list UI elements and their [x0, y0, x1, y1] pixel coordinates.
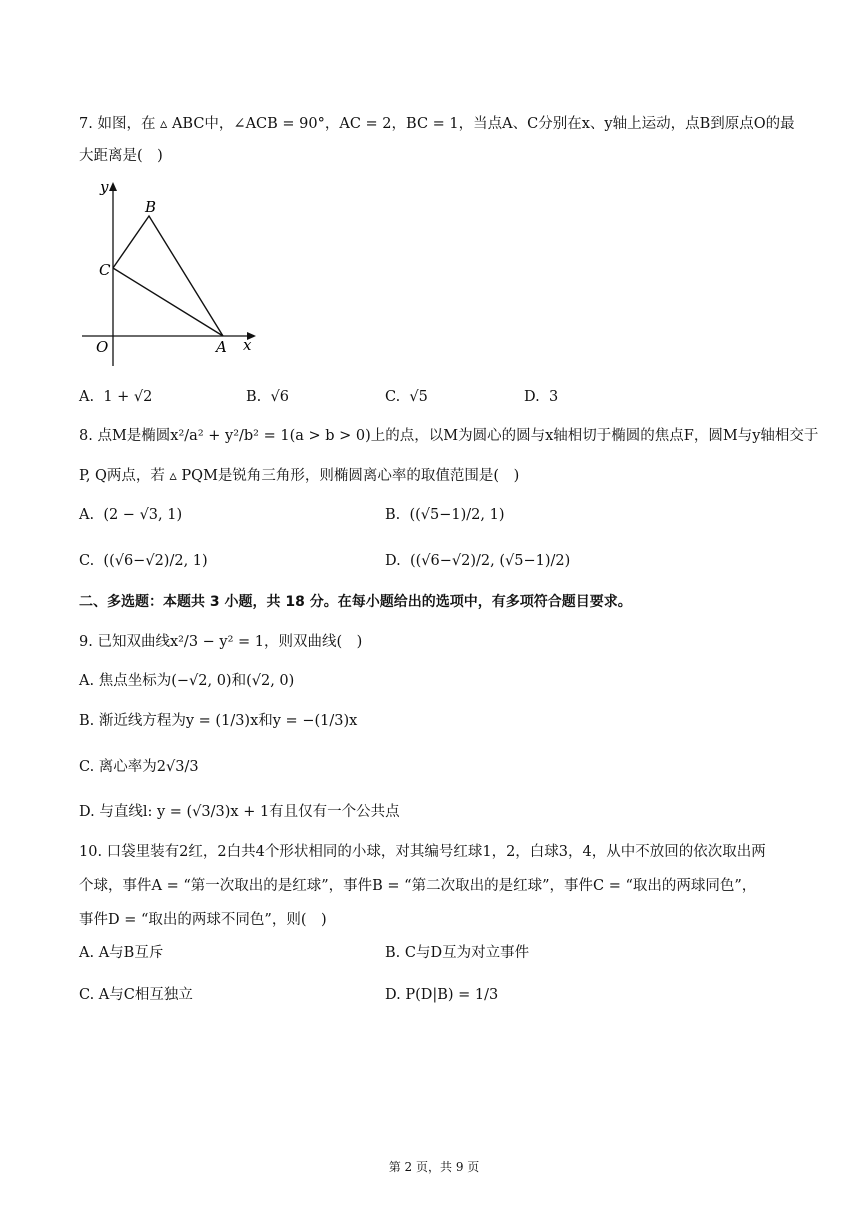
q8-option-d: D. ((√6−√2)/2, (√5−1)/2): [385, 553, 571, 569]
q9-option-b-text: 渐近线方程为y = (1/3)x和y = −(1/3)x: [98, 713, 358, 729]
q9-option-b: B. 渐近线方程为y = (1/3)x和y = −(1/3)x: [79, 713, 358, 729]
q10-option-a: A. A与B互斥: [79, 945, 164, 961]
q8-option-d-text: ((√6−√2)/2, (√5−1)/2): [409, 553, 571, 569]
label-c: C: [99, 261, 111, 279]
q10-option-b-text: C与D互为对立事件: [404, 945, 530, 961]
q9-option-d-text: 与直线l: y = (√3/3)x + 1有且仅有一个公共点: [99, 804, 400, 820]
q7-option-c: C. √5: [385, 389, 428, 405]
q7-option-a-text: 1 + √2: [103, 389, 153, 405]
q8-option-c-text: ((√6−√2)/2, 1): [103, 553, 208, 569]
q9-option-a-text: 焦点坐标为(−√2, 0)和(√2, 0): [98, 673, 295, 689]
page-footer: 第 2 页，共 9 页: [388, 1160, 480, 1174]
label-a: A: [216, 338, 227, 356]
q10-option-b: B. C与D互为对立事件: [385, 945, 530, 961]
label-y: y: [100, 178, 109, 196]
triangle-abc: [113, 216, 223, 336]
q9-option-a: A. 焦点坐标为(−√2, 0)和(√2, 0): [79, 673, 295, 689]
q8-option-b-text: ((√5−1)/2, 1): [409, 507, 505, 523]
q7-stem-line1: 7. 如图，在 ▵ ABC中，∠ACB = 90°，AC = 2，BC = 1，当点A、C分别在x、y轴上运动，点B到原点O的最: [79, 116, 795, 132]
q7-option-b: B. √6: [246, 389, 289, 405]
label-o: O: [96, 338, 109, 356]
label-x: x: [243, 336, 252, 354]
q7-stem-line2: 大距离是( ): [79, 148, 163, 164]
q8-stem-line2: P, Q两点，若 ▵ PQM是锐角三角形，则椭圆离心率的取值范围是( ): [79, 468, 520, 484]
q9-option-c-text: 离心率为2√3/3: [98, 759, 199, 775]
q10-stem-line3: 事件D = “取出的两球不同色”，则( ): [79, 912, 327, 928]
q7-option-a: A. 1 + √2: [79, 389, 153, 405]
q10-option-c: C. A与C相互独立: [79, 987, 193, 1003]
q7-option-c-text: √5: [409, 389, 428, 405]
q7-option-d: D. 3: [524, 389, 559, 405]
q7-option-d-text: 3: [548, 389, 559, 405]
q8-option-c: C. ((√6−√2)/2, 1): [79, 553, 208, 569]
q7-option-b-text: √6: [270, 389, 289, 405]
q10-stem-line2: 个球，事件A = “第一次取出的是红球”，事件B = “第二次取出的是红球”，事件C = “取出的两球同色”，: [79, 878, 757, 894]
y-axis-arrow: [109, 182, 117, 191]
q9-stem: 9. 已知双曲线x²/3 − y² = 1，则双曲线( ): [79, 634, 363, 650]
q9-option-c: C. 离心率为2√3/3: [79, 759, 199, 775]
q10-option-d: D. P(D|B) = 1/3: [385, 987, 499, 1003]
q10-option-d-text: P(D|B) = 1/3: [405, 987, 499, 1003]
section-heading-multi-choice: 二、多选题：本题共 3 小题，共 18 分。在每小题给出的选项中，有多项符合题目要求。: [79, 594, 632, 610]
q10-stem-line1: 10. 口袋里装有2红，2白共4个形状相同的小球，对其编号红球1，2，白球3，4，从中不放回的依次取出两: [79, 844, 766, 860]
q8-option-b: B. ((√5−1)/2, 1): [385, 507, 505, 523]
q8-option-a-text: (2 − √3, 1): [103, 507, 183, 523]
q8-option-a: A. (2 − √3, 1): [79, 507, 183, 523]
q9-option-d: D. 与直线l: y = (√3/3)x + 1有且仅有一个公共点: [79, 804, 400, 820]
q10-option-c-text: A与C相互独立: [98, 987, 193, 1003]
label-b: B: [145, 198, 157, 216]
q8-stem-line1: 8. 点M是椭圆x²/a² + y²/b² = 1(a > b > 0)上的点，以M为圆心的圆与x轴相切于椭圆的焦点F，圆M与y轴相交于: [79, 428, 819, 444]
q10-option-a-text: A与B互斥: [98, 945, 164, 961]
q8-ellipse-equation: x²/a² + y²/b² = 1(a > b > 0): [170, 428, 371, 444]
q7-figure: [78, 176, 268, 366]
